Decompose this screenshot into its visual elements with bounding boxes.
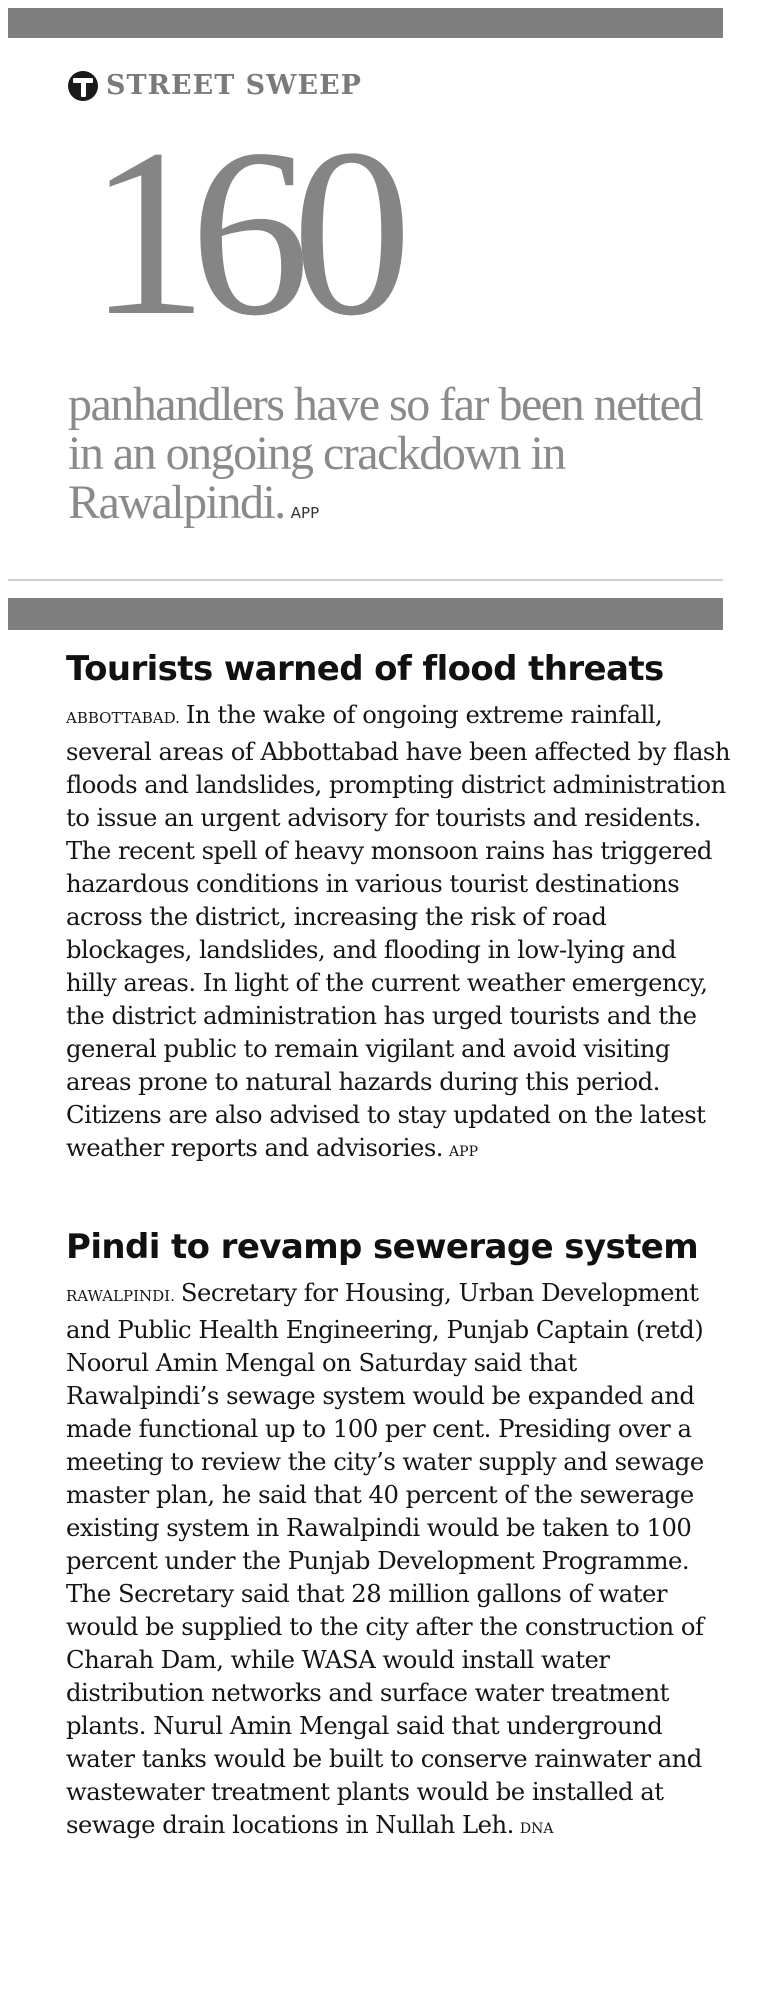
story-body [66,1276,731,1846]
story-body-text: Secretary for Housing, Urban Development and Public Health Engineering, Punjab Captain (retd) Noorul Amin Mengal on Saturday said that Rawalpindi’s sewage system would be expanded and made functional up to 100 per cent. Presiding over a meeting to review the city’s water supply and sewage master plan, he said that 40 percent of the sewerage existing system in Rawalpindi would be taken to 100 percent under the Punjab Development Programme. The Secretary said that 28 million gallons of water would be supplied to the city after the construction of Charah Dam, while WASA would install water distribution networks and surface water treatment plants. Nurul Amin Mengal said that underground water tanks would be built to conserve rainwater and wastewater treatment plants would be installed at sewage drain locations in Nullah Leh. [66,1278,704,1839]
stat-caption [68,380,728,538]
story-headline: Tourists warned of flood threats [66,649,664,689]
story-dateline: ABBOTTABAD. [66,709,180,727]
kicker-label: STREET SWEEP [106,70,362,101]
story-dateline: RAWALPINDI. [66,1287,175,1305]
story-credit: DNA [519,1821,554,1837]
stat-credit: APP [290,504,320,522]
top-divider-bar [8,8,723,38]
story-body [66,698,731,1169]
middle-divider-bar [8,598,723,630]
story-tourists-flood [66,648,731,1169]
section-kicker [68,70,362,101]
thin-divider-rule [8,579,723,581]
story-pindi-sewerage [66,1226,731,1846]
story-headline: Pindi to revamp sewerage system [66,1227,699,1267]
story-body-text: In the wake of ongoing extreme rainfall, several areas of Abbottabad have been affected by flash floods and landslides, prompting district administration to issue an urgent advisory for tourists and residents. The recent spell of heavy monsoon rains has triggered hazardous conditions in various tourist destinations across the district, increasing the risk of road blockages, landslides, and flooding in low-lying and hilly areas. In light of the current weather emergency, the district administration has urged tourists and the general public to remain vigilant and avoid visiting areas prone to natural hazards during this period. Citizens are also advised to stay updated on the latest weather reports and advisories. [66,700,731,1162]
story-credit: APP [449,1144,478,1160]
stat-number: 160 [88,99,394,365]
stat-caption-text: panhandlers have so far been netted in an ongoing crackdown in Rawalpindi. [68,378,702,529]
circle-t-logo-icon [68,71,98,101]
